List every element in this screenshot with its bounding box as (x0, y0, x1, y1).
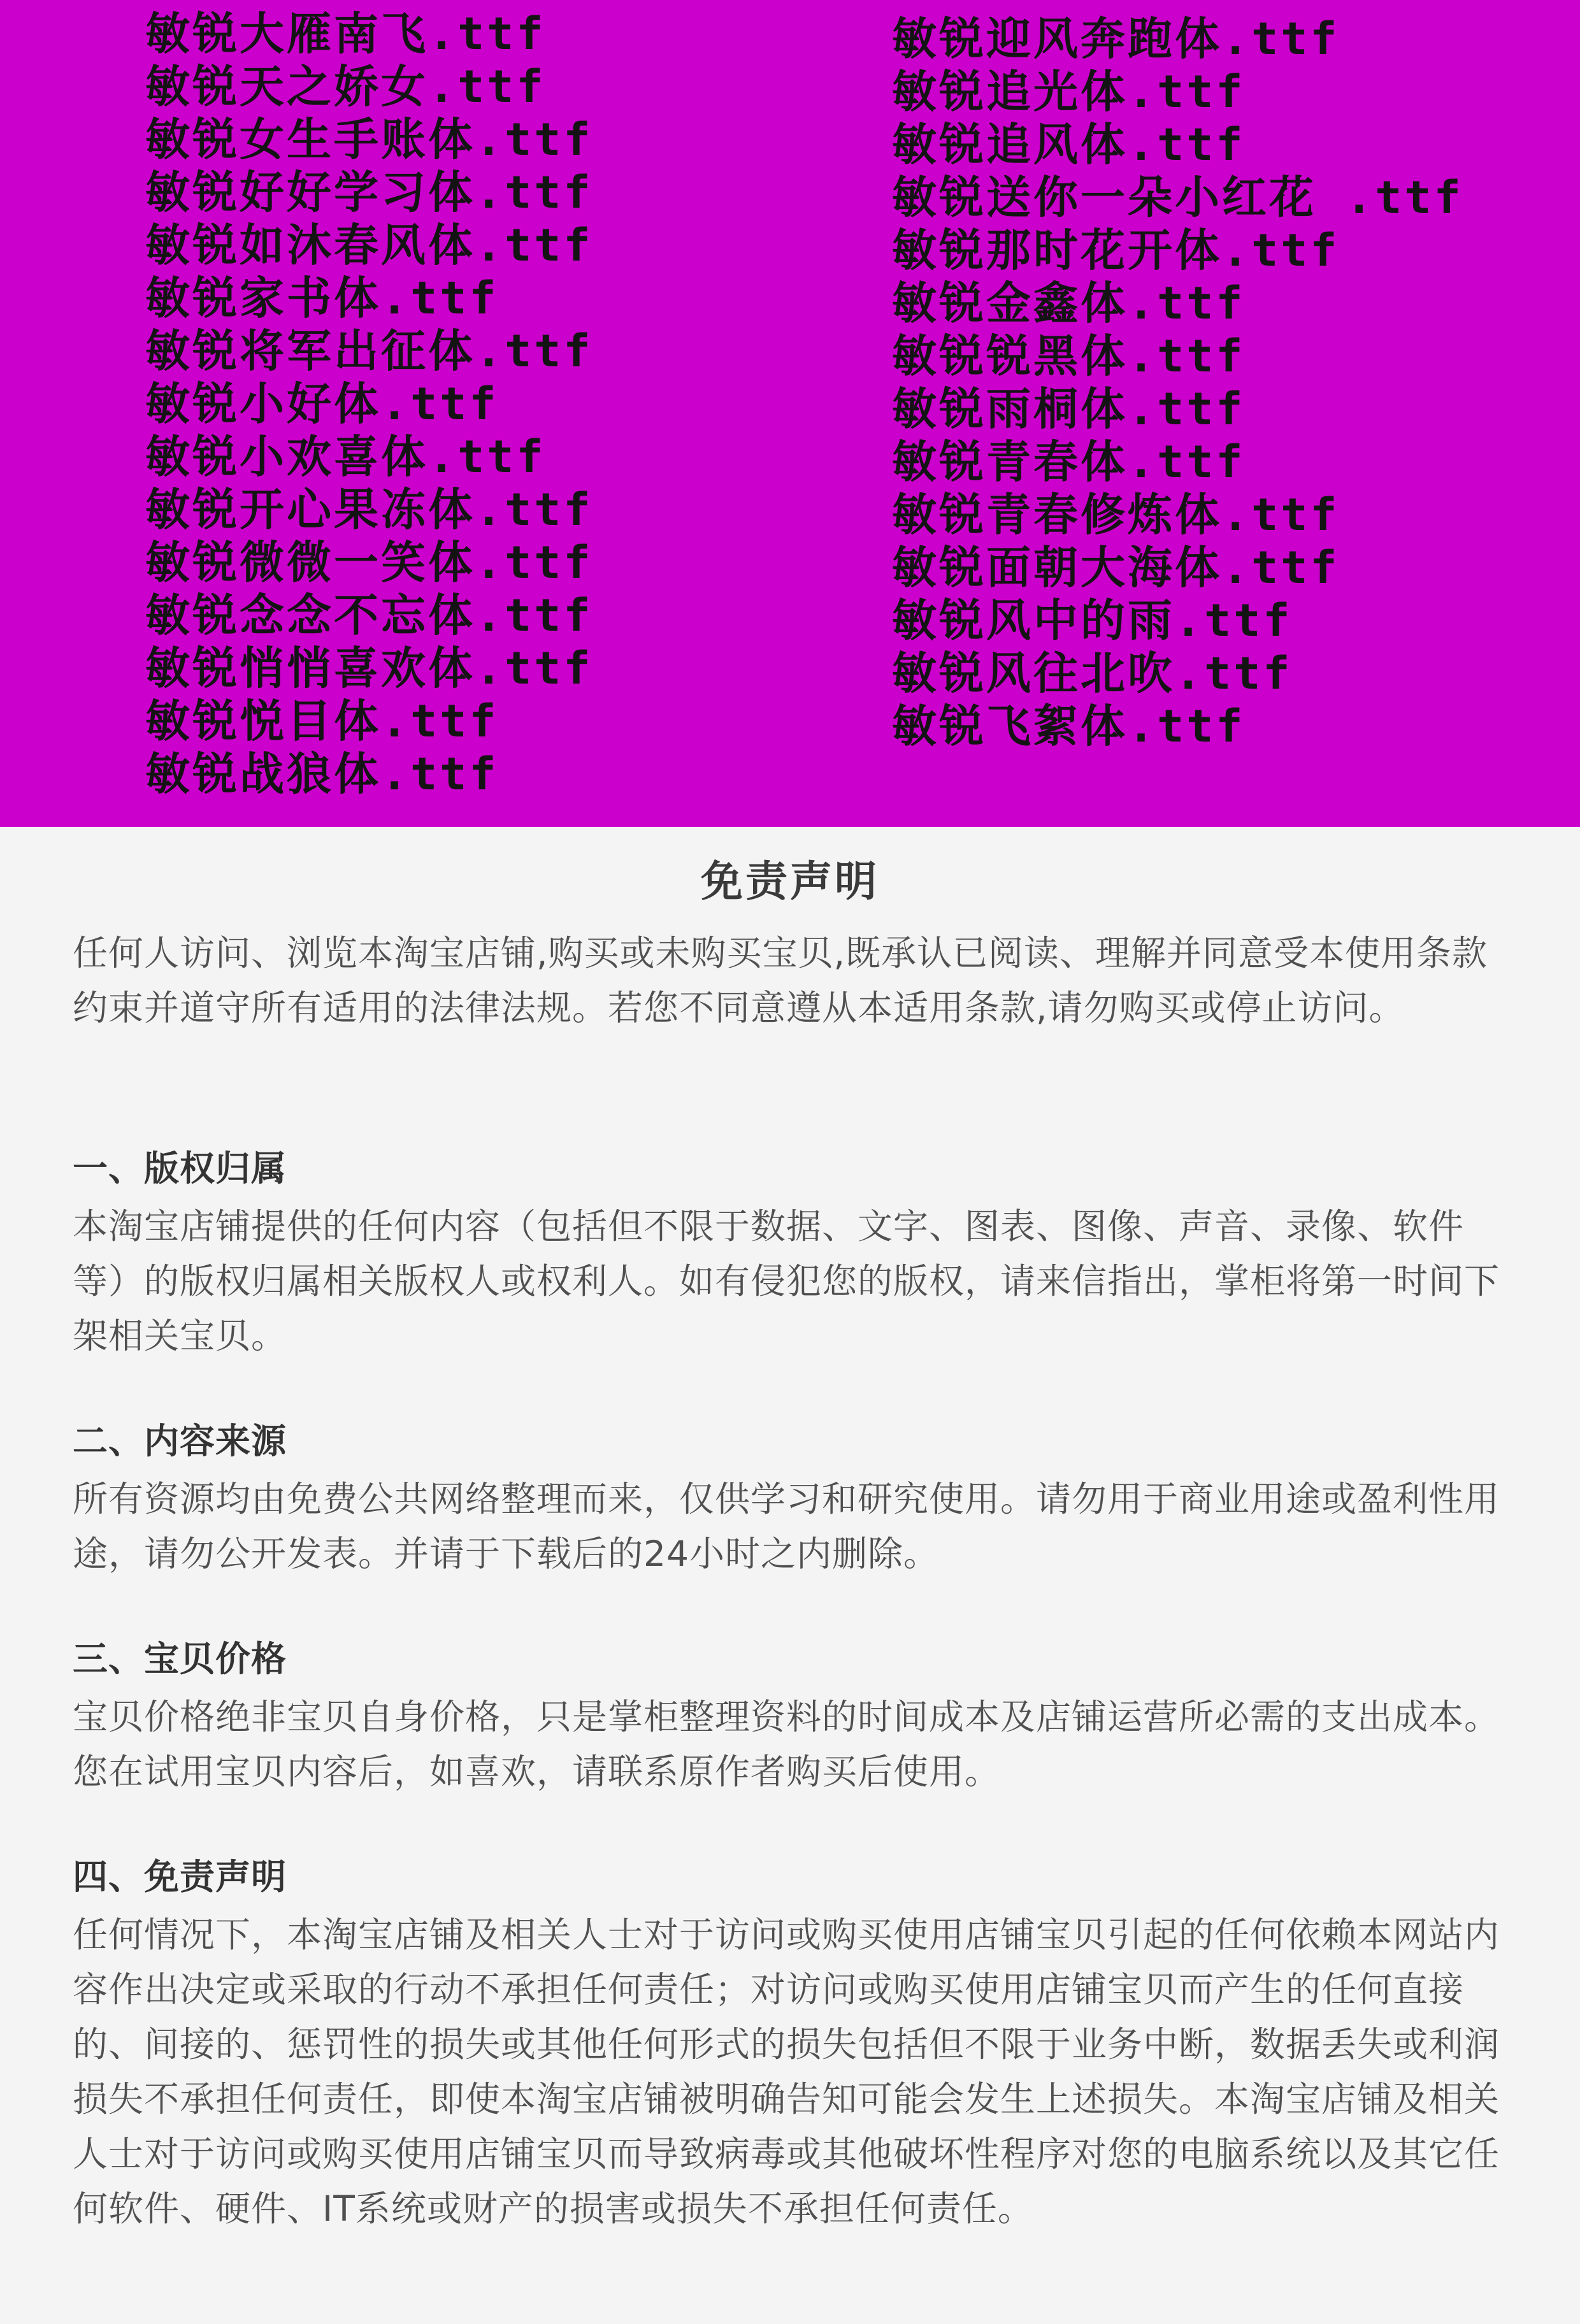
font-list-item: 敏锐送你一朵小红花 .ttf (892, 171, 1463, 224)
font-list-item: 敏锐大雁南飞.ttf (145, 8, 546, 60)
font-list-item: 敏锐小欢喜体.ttf (145, 431, 546, 483)
section-body-copyright: 本淘宝店铺提供的任何内容（包括但不限于数据、文字、图表、图像、声音、录像、软件等）的版权归属相关版权人或权利人。如有侵犯您的版权，请来信指出，掌柜将第一时间下架相关宝贝。 (73, 1206, 1500, 1356)
font-list-item: 敏锐锐黑体.ttf (892, 330, 1246, 382)
disclaimer-title: 免责声明 (701, 857, 879, 906)
font-list-item: 敏锐女生手账体.ttf (145, 113, 593, 166)
disclaimer-intro: 任何人访问、浏览本淘宝店铺,购买或未购买宝贝,既承认已阅读、理解并同意受本使用条款约束并道守所有适用的法律法规。若您不同意遵从本适用条款,请勿购买或停止访问。 (73, 933, 1488, 1028)
font-list-item: 敏锐好好学习体.ttf (145, 166, 593, 219)
section-body-disclaimer: 任何情况下，本淘宝店铺及相关人士对于访问或购买使用店铺宝贝引起的任何依赖本网站内容作出决定或采取的行动不承担任何责任；对访问或购买使用店铺宝贝而产生的任何直接的、间接的、惩罚性的损失或其他任何形式的损失包括但不限于业务中断，数据丢失或利润损失不承担任何责任，即使本淘宝店铺被明确告知可能会发生上述损失。本淘宝店铺及相关人士对于访问或购买使用店铺宝贝而导致病毒或其他破坏性程序对您的电脑系统以及其它任何软件、硬件、IT系统或财产的损害或损失不承担任何责任。 (73, 1914, 1500, 2229)
font-list-item: 敏锐悦目体.ttf (145, 695, 499, 747)
font-list-item: 敏锐小好体.ttf (145, 378, 499, 430)
font-list-item: 敏锐风中的雨.ttf (892, 594, 1293, 647)
section-heading-price: 三、宝贝价格 (73, 1639, 287, 1679)
font-list-item: 敏锐青春体.ttf (892, 436, 1246, 488)
section-heading-copyright: 一、版权归属 (73, 1148, 287, 1189)
font-list-item: 敏锐念念不忘体.ttf (145, 589, 593, 642)
font-list-item: 敏锐天之娇女.ttf (145, 61, 546, 113)
disclaimer-document (0, 827, 1580, 2324)
font-list-item: 敏锐战狼体.ttf (145, 748, 499, 800)
font-list-item: 敏锐家书体.ttf (145, 272, 499, 324)
font-list-item: 敏锐青春修炼体.ttf (892, 489, 1340, 541)
font-list-item: 敏锐迎风奔跑体.ttf (892, 13, 1340, 65)
font-list-item: 敏锐将军出征体.ttf (145, 325, 593, 377)
font-list-item: 敏锐金鑫体.ttf (892, 277, 1246, 329)
font-list-item: 敏锐追光体.ttf (892, 66, 1246, 118)
section-body-content-source: 所有资源均由免费公共网络整理而来，仅供学习和研究使用。请勿用于商业用途或盈利性用途，请勿公开发表。并请于下载后的24小时之内删除。 (73, 1479, 1500, 1574)
font-list-item: 敏锐面朝大海体.ttf (892, 542, 1340, 594)
font-list-item: 敏锐雨桐体.ttf (892, 383, 1246, 435)
section-heading-content-source: 二、内容来源 (73, 1421, 287, 1461)
section-heading-disclaimer: 四、免责声明 (73, 1856, 287, 1897)
font-list-item: 敏锐追风体.ttf (892, 118, 1246, 171)
font-list-item: 敏锐如沐春风体.ttf (145, 219, 593, 271)
font-list-item: 敏锐飞絮体.ttf (892, 700, 1246, 752)
font-list-item: 敏锐悄悄喜欢体.ttf (145, 642, 593, 694)
font-list-item: 敏锐开心果冻体.ttf (145, 484, 593, 536)
font-list-item: 敏锐风往北吹.ttf (892, 647, 1293, 699)
font-list-item: 敏锐那时花开体.ttf (892, 224, 1340, 276)
section-body-price: 宝贝价格绝非宝贝自身价格，只是掌柜整理资料的时间成本及店铺运营所必需的支出成本。您在试用宝贝内容后，如喜欢，请联系原作者购买后使用。 (73, 1696, 1500, 1792)
font-list-banner (0, 0, 1580, 827)
font-list-item: 敏锐微微一笑体.ttf (145, 536, 593, 589)
